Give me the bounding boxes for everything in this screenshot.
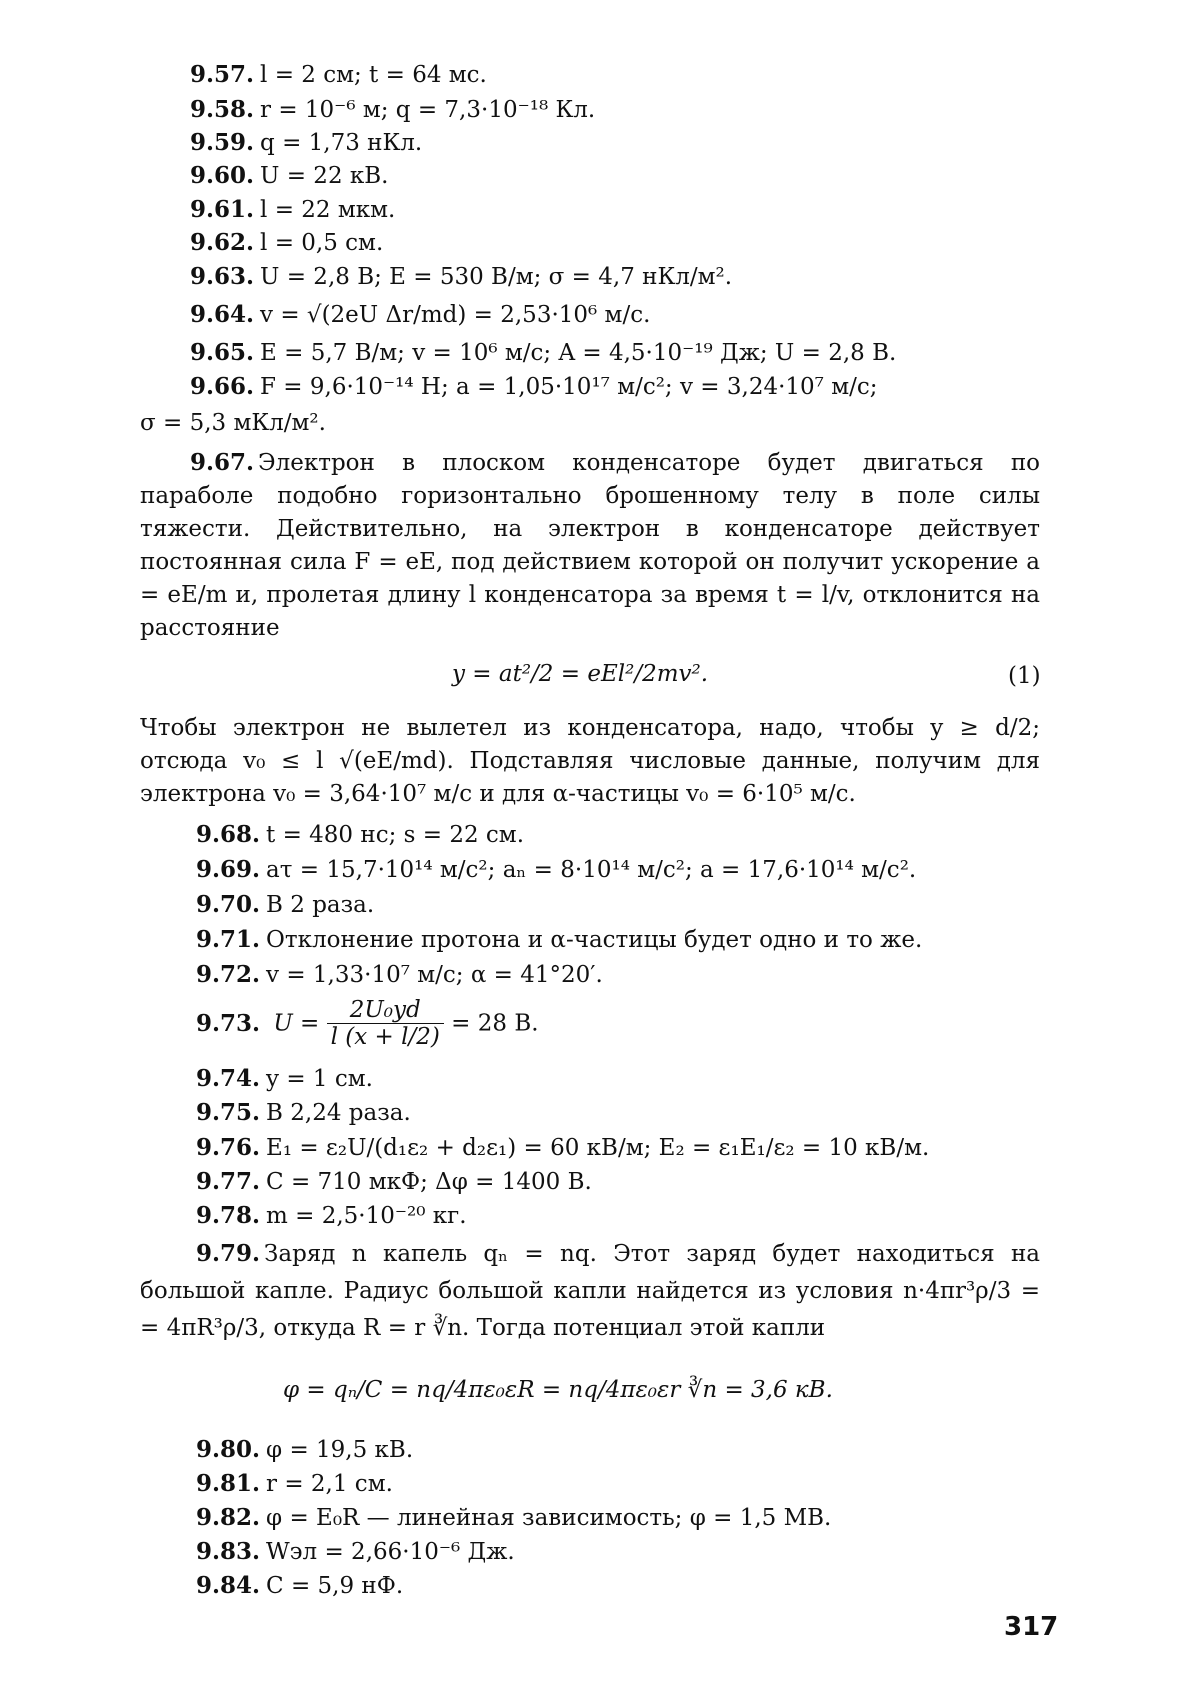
answer-item: 9.69. aτ = 15,7·10¹⁴ м/с²; aₙ = 8·10¹⁴ м/с²; a = 17,6·10¹⁴ м/с².	[196, 856, 917, 883]
answer-item: 9.75. В 2,24 раза.	[196, 1099, 411, 1126]
answer-item: 9.70. В 2 раза.	[196, 891, 375, 918]
fraction-denominator: l (x + l/2)	[330, 1024, 440, 1050]
answer-item: 9.60. U = 22 кВ.	[190, 162, 389, 189]
equation-number: (1)	[1008, 663, 1041, 689]
answer-item: 9.80. φ = 19,5 кВ.	[196, 1436, 414, 1463]
fraction-numerator: 2U₀yd	[327, 997, 444, 1024]
answer-973: 9.73. U = $\frac{\text{2U₀yd}}{l (x + l/2)}$ = 28 В.	[196, 997, 539, 1050]
answer-966-line1: 9.66. F = 9,6·10⁻¹⁴ Н; a = 1,05·10¹⁷ м/с²; v = 3,24·10⁷ м/с;	[190, 373, 878, 400]
answer-item: 9.72. v = 1,33·10⁷ м/с; α = 41°20′.	[196, 961, 603, 988]
answer-item: 9.64. v = √(2eU Δr/md) = 2,53·10⁶ м/с.	[190, 301, 651, 328]
answer-item: 9.63. U = 2,8 В; E = 530 В/м; σ = 4,7 нКл/м².	[190, 263, 733, 290]
page-number: 317	[1004, 1612, 1059, 1642]
answer-item: 9.78. m = 2,5·10⁻²⁰ кг.	[196, 1202, 467, 1229]
answer-item: 9.82. φ = E₀R — линейная зависимость; φ = 1,5 МВ.	[196, 1504, 832, 1531]
answer-967-text: 9.67. Электрон в плоском конденсаторе будет двигаться по параболе подобно горизонтально брошенному телу в поле силы тяжести. Действительно, на электрон в конденсаторе действует постоянная сила F = eE, под действием которой он получит ускорение a = eE/m и, пролетая длину l конденсатора за время t = l/v, отклонится на расстояние	[140, 449, 1040, 641]
answer-979-text: 9.79. Заряд n капель qₙ = nq. Этот заряд будет находиться на большой капле. Радиус большой капли найдется из условия n·4πr³ρ/3 = = 4πR³ρ/3, откуда R = r ∛n. Тогда потенциал этой капли	[140, 1240, 1040, 1341]
answer-item: 9.74. y = 1 см.	[196, 1065, 373, 1092]
answer-item: 9.81. r = 2,1 см.	[196, 1470, 393, 1497]
answer-item: 9.62. l = 0,5 см.	[190, 229, 384, 256]
answer-item: 9.58. r = 10⁻⁶ м; q = 7,3·10⁻¹⁸ Кл.	[190, 96, 596, 123]
answer-967-continuation: Чтобы электрон не вылетел из конденсатора, надо, чтобы y ≥ d/2; отсюда v₀ ≤ l √(eE/md). Подставляя числовые данные, получим для электрона v₀ = 3,64·10⁷ м/с и для α-частицы v₀ = 6·10⁵ м/с.	[140, 715, 1040, 807]
answer-item: 9.68. t = 480 нс; s = 22 см.	[196, 821, 525, 848]
answer-item: 9.71. Отклонение протона и α-частицы будет одно и то же.	[196, 926, 923, 953]
answer-966-line2: σ = 5,3 мКл/м².	[140, 410, 326, 436]
fraction	[327, 997, 444, 1050]
answer-item: 9.65. E = 5,7 В/м; v = 10⁶ м/с; A = 4,5·10⁻¹⁹ Дж; U = 2,8 В.	[190, 339, 897, 366]
answer-item: 9.57. l = 2 см; t = 64 мс.	[190, 61, 487, 88]
answer-967-equation: y = at²/2 = eEl²/2mv².	[452, 661, 709, 687]
answer-979-equation: φ = qₙ/C = nq/4πε₀εR = nq/4πε₀εr ∛n = 3,6 кВ.	[283, 1377, 833, 1403]
answer-item: 9.84. C = 5,9 нФ.	[196, 1572, 404, 1599]
answer-item: 9.59. q = 1,73 нКл.	[190, 129, 423, 156]
answer-item: 9.61. l = 22 мкм.	[190, 196, 396, 223]
answer-item: 9.83. Wэл = 2,66·10⁻⁶ Дж.	[196, 1538, 515, 1565]
answer-item: 9.76. E₁ = ε₂U/(d₁ε₂ + d₂ε₁) = 60 кВ/м; E₂ = ε₁E₁/ε₂ = 10 кВ/м.	[196, 1134, 930, 1161]
answer-item: 9.77. C = 710 мкФ; Δφ = 1400 В.	[196, 1168, 592, 1195]
